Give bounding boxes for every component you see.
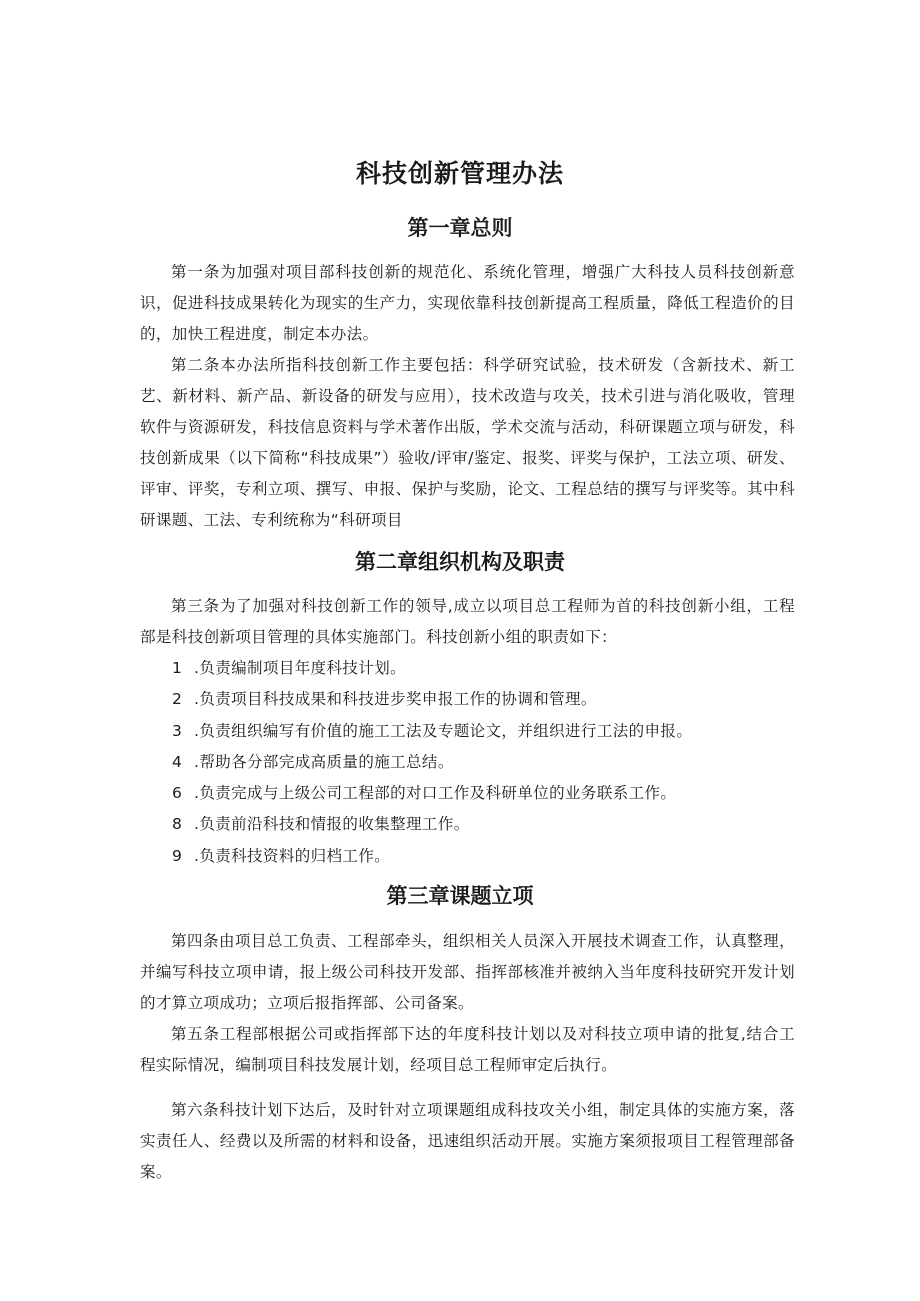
list-item-text: .负责项目科技成果和科技进步奖申报工作的协调和管理。 [194,690,597,709]
chapter-1-heading: 第一章总则 [407,216,513,240]
list-item [172,809,792,840]
list-item [172,684,792,715]
list-item-number: 2 [172,690,183,709]
article-3: 第三条为了加强对科技创新工作的领导,成立以项目总工程师为首的科技创新小组，工程部是科技创新项目管理的具体实施部门。科技创新小组的职责如下： [140,597,795,646]
article-1: 第一条为加强对项目部科技创新的规范化、系统化管理，增强广大科技人员科技创新意识，促进科技成果转化为现实的生产力，实现依靠科技创新提高工程质量，降低工程造价的目的，加快工程进度，制定本办法。 [140,263,795,343]
list-item-text: .负责科技资料的归档工作。 [194,846,391,865]
list-item-text: .负责组织编写有价值的施工工法及专题论文，并组织进行工法的申报。 [194,721,693,740]
article-4: 第四条由项目总工负责、工程部牵头，组织相关人员深入开展技术调查工作，认真整理，并编写科技立项申请，报上级公司科技开发部、指挥部核准并被纳入当年度科技研究开发计划的才算立项成功；立项后报指挥部、公司备案。 [140,932,795,1012]
list-item-text: .负责前沿科技和情报的收集整理工作。 [194,815,470,834]
chapter-2-heading: 第二章组织机构及职责 [355,550,565,574]
list-item-number: 9 [172,846,183,865]
list-item [172,841,792,872]
list-item-number: 8 [172,815,183,834]
list-item-number: 3 [172,721,183,740]
list-item [172,747,792,778]
list-item-text: .帮助各分部完成高质量的施工总结。 [194,752,454,771]
chapter-3-heading: 第三章课题立项 [386,884,534,908]
list-item-number: 6 [172,784,183,803]
list-item-text: .负责编制项目年度科技计划。 [194,659,407,677]
article-5: 第五条工程部根据公司或指挥部下达的年度科技计划以及对科技立项申请的批复,结合工程实际情况，编制项目科技发展计划，经项目总工程师审定后执行。 [140,1025,795,1074]
list-item-number: 4 [172,752,183,771]
article-2: 第二条本办法所指科技创新工作主要包括：科学研究试验，技术研发（含新技术、新工艺、新材料、新产品、新设备的研发与应用），技术改造与攻关，技术引进与消化吸收，管理软件与资源研发，科技信息资料与学术著作出版，学术交流与活动，科研课题立项与研发，科技创新成果（以下简称“科技成果”）验收/评审/鉴定、报奖、评奖与保护，工法立项、研发、评审、评奖，专利立项、撰写、申报、保护与奖励，论文、工程总结的撰写与评奖等。其中科研课题、工法、专利统称为“科研项目 [140,356,795,529]
list-item-text: .负责完成与上级公司工程部的对口工作及科研单位的业务联系工作。 [194,784,677,803]
duties-list [172,653,792,872]
list-item [172,778,792,809]
article-6: 第六条科技计划下达后，及时针对立项课题组成科技攻关小组，制定具体的实施方案，落实责任人、经费以及所需的材料和设备，迅速组织活动开展。实施方案须报项目工程管理部备案。 [140,1101,795,1181]
list-item [172,716,792,747]
list-item [172,653,792,684]
list-item-number: 1 [172,659,183,677]
document-title: 科技创新管理办法 [355,159,564,188]
